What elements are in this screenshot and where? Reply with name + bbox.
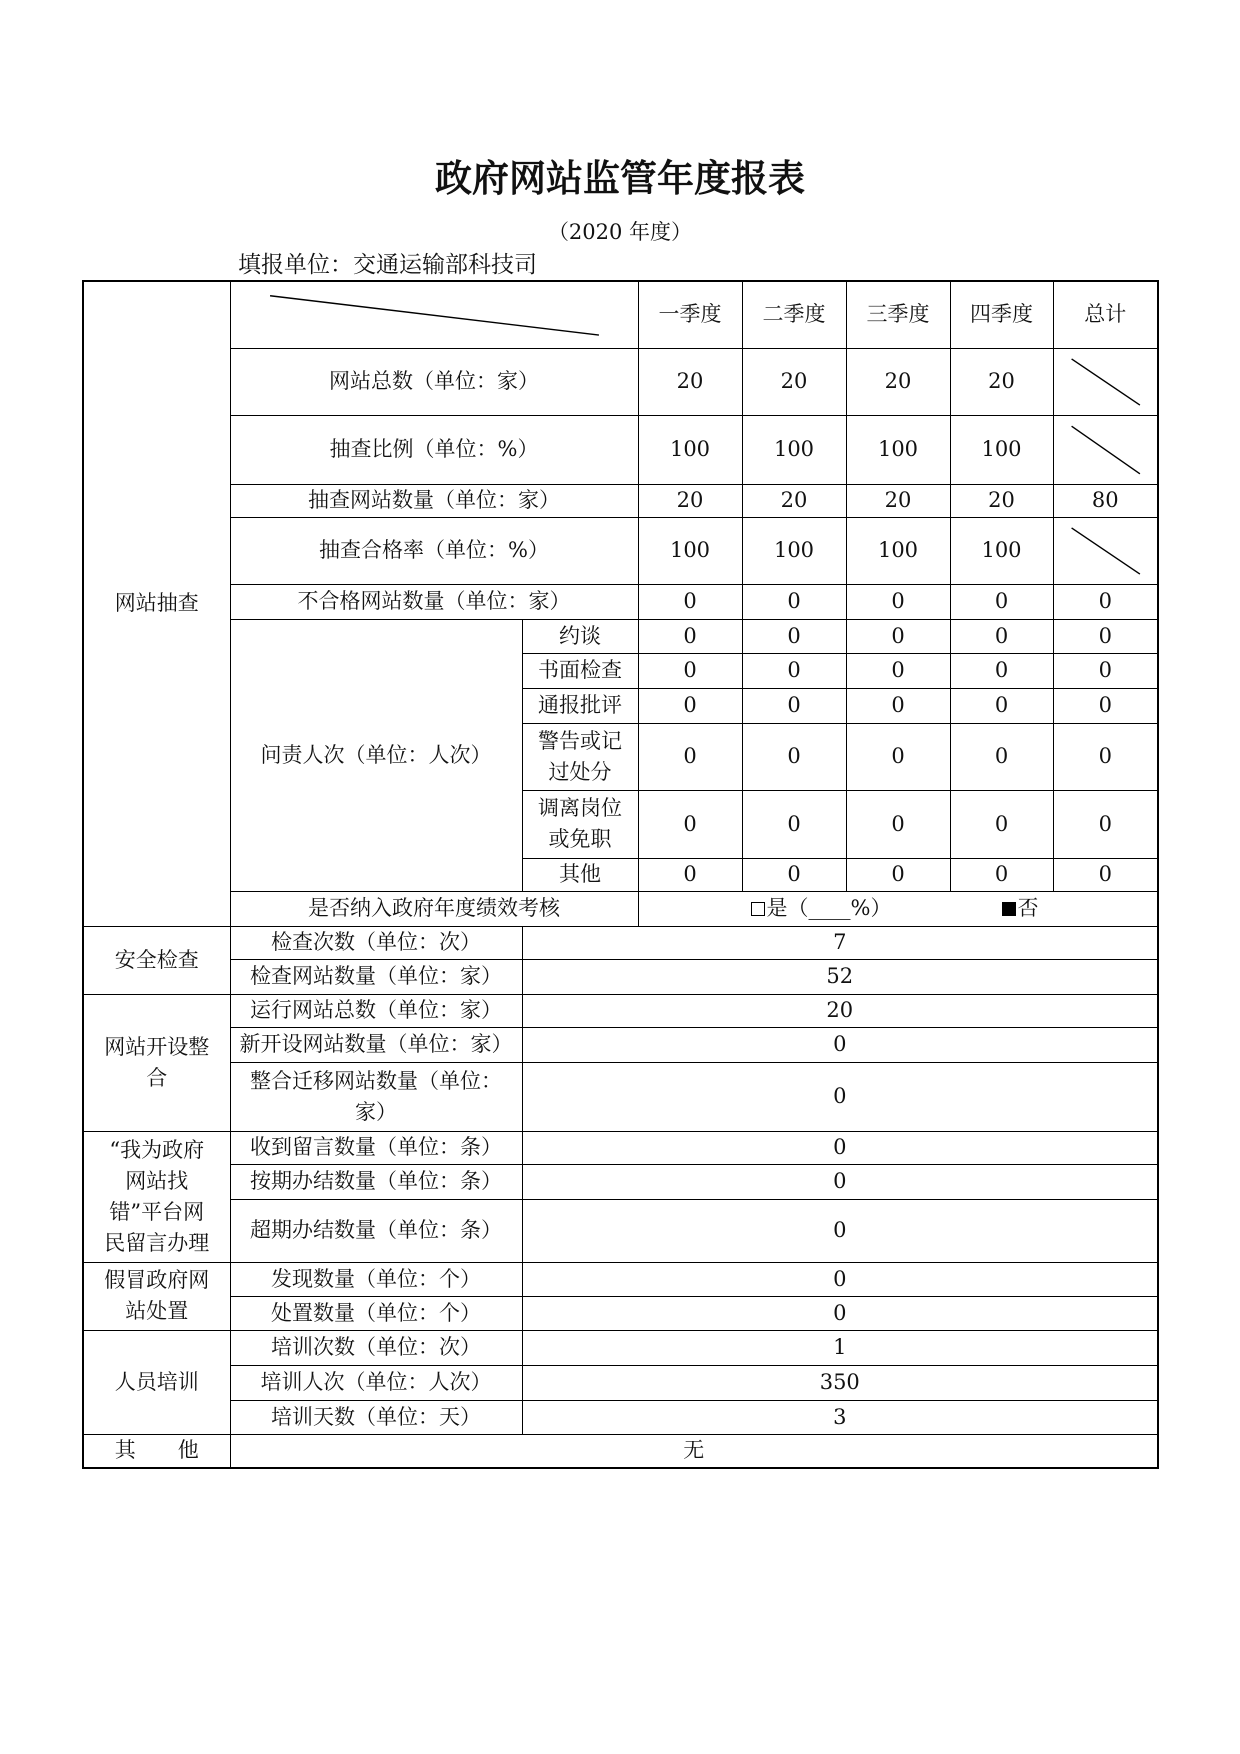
diagonal-slash-icon (1054, 349, 1158, 415)
section-label-security-check: 安全检查 (83, 926, 230, 994)
table-cell: 100 (638, 415, 742, 484)
sub-row-label: 其他 (522, 858, 638, 891)
table-cell: 20 (638, 484, 742, 517)
table-cell: 0 (742, 619, 846, 653)
sub-row-label: 通报批评 (522, 688, 638, 723)
table-cell: 0 (950, 653, 1053, 688)
row-label: 培训人次（单位：人次） (230, 1365, 522, 1400)
table-cell: 20 (846, 484, 950, 517)
empty-total-cell (1053, 415, 1158, 484)
table-cell: 0 (950, 688, 1053, 723)
sub-row-label: 调离岗位或免职 (538, 796, 622, 851)
table-cell: 100 (742, 517, 846, 584)
diagonal-slash-icon (231, 282, 638, 348)
row-label: 培训天数（单位：天） (230, 1400, 522, 1434)
table-cell: 0 (950, 858, 1053, 891)
row-label: 收到留言数量（单位：条） (230, 1131, 522, 1164)
table-cell: 350 (522, 1365, 1158, 1400)
diagonal-slash-icon (1054, 518, 1158, 584)
section-label-spot-check: 网站抽查 (83, 281, 230, 926)
option-yes (751, 893, 1002, 924)
sub-row-label: 约谈 (522, 619, 638, 653)
column-header-total: 总计 (1053, 281, 1158, 348)
table-cell: 80 (1053, 484, 1158, 517)
section-label-website-integration-cell (83, 994, 230, 1131)
option-no (1002, 896, 1039, 920)
table-cell: 0 (742, 790, 846, 858)
table-cell: 20 (522, 994, 1158, 1027)
table-cell: 0 (1053, 584, 1158, 619)
column-header-q3: 三季度 (846, 281, 950, 348)
sub-row-label-cell (522, 723, 638, 790)
table-cell: 0 (1053, 790, 1158, 858)
report-title: 政府网站监管年度报表 (435, 156, 805, 200)
table-cell: 0 (1053, 653, 1158, 688)
section-label-counterfeit: 假冒政府网站处置 (104, 1268, 210, 1323)
checkbox-unchecked-icon (751, 902, 765, 916)
row-label: 培训次数（单位：次） (230, 1330, 522, 1365)
section-label-other: 其 他 (83, 1434, 230, 1468)
row-label: 新开设网站数量（单位：家） (230, 1027, 522, 1062)
table-cell: 20 (950, 348, 1053, 415)
section-label-error-report: “我为政府网站找错”平台网民留言办理 (104, 1137, 210, 1255)
table-cell: 0 (742, 584, 846, 619)
table-cell: 100 (742, 415, 846, 484)
performance-assessment-options (638, 891, 1158, 926)
table-cell: 0 (638, 584, 742, 619)
table-cell: 0 (1053, 858, 1158, 891)
table-cell: 0 (846, 688, 950, 723)
row-label: 整合迁移网站数量（单位：家） (230, 1062, 522, 1131)
table-cell: 0 (522, 1199, 1158, 1262)
table-cell: 0 (846, 723, 950, 790)
table-cell: 52 (522, 959, 1158, 994)
row-label-checked-websites: 抽查网站数量（单位：家） (230, 484, 638, 517)
sub-row-label: 书面检查 (522, 653, 638, 688)
row-label-failed-websites: 不合格网站数量（单位：家） (230, 584, 638, 619)
diagonal-slash-icon (1054, 416, 1158, 484)
table-cell: 0 (950, 584, 1053, 619)
table-cell: 100 (950, 415, 1053, 484)
table-cell: 3 (522, 1400, 1158, 1434)
table-cell: 20 (742, 348, 846, 415)
section-label-training: 人员培训 (83, 1330, 230, 1434)
table-cell: 0 (522, 1164, 1158, 1199)
row-label-pass-rate: 抽查合格率（单位：%） (230, 517, 638, 584)
section-label-website-integration: 网站开设整合 (104, 1034, 210, 1090)
table-cell: 0 (522, 1131, 1158, 1164)
row-label: 检查网站数量（单位：家） (230, 959, 522, 994)
table-cell: 20 (742, 484, 846, 517)
table-cell: 0 (522, 1262, 1158, 1296)
table-cell: 0 (522, 1296, 1158, 1330)
sub-row-label-cell (522, 790, 638, 858)
table-cell: 无 (230, 1434, 1158, 1468)
table-cell: 0 (846, 619, 950, 653)
row-label: 运行网站总数（单位：家） (230, 994, 522, 1027)
row-label: 按期办结数量（单位：条） (230, 1164, 522, 1199)
row-label: 超期办结数量（单位：条） (230, 1199, 522, 1262)
table-cell: 100 (846, 415, 950, 484)
empty-total-cell (1053, 348, 1158, 415)
table-cell: 100 (846, 517, 950, 584)
table-cell: 0 (638, 858, 742, 891)
sub-row-label: 警告或记过处分 (538, 728, 622, 784)
table-cell: 0 (522, 1027, 1158, 1062)
row-label-total-websites: 网站总数（单位：家） (230, 348, 638, 415)
table-cell: 0 (742, 723, 846, 790)
report-table (82, 280, 1159, 1469)
column-header-q4: 四季度 (950, 281, 1053, 348)
table-cell: 0 (950, 619, 1053, 653)
table-cell: 0 (638, 653, 742, 688)
table-cell: 0 (846, 653, 950, 688)
table-cell: 0 (638, 619, 742, 653)
row-label-performance-assessment: 是否纳入政府年度绩效考核 (230, 891, 638, 926)
header-corner-cell (230, 281, 638, 348)
section-label-counterfeit-cell (83, 1262, 230, 1330)
table-cell: 7 (522, 926, 1158, 959)
table-cell: 0 (950, 790, 1053, 858)
table-cell: 0 (846, 858, 950, 891)
option-yes-label: 是（____%） (766, 896, 892, 920)
table-cell: 0 (742, 653, 846, 688)
row-label-check-ratio: 抽查比例（单位：%） (230, 415, 638, 484)
table-cell: 0 (846, 790, 950, 858)
report-year: （2020 年度） (547, 220, 693, 244)
table-cell: 0 (846, 584, 950, 619)
row-label: 检查次数（单位：次） (230, 926, 522, 959)
row-label: 发现数量（单位：个） (230, 1262, 522, 1296)
table-cell: 0 (742, 688, 846, 723)
table-cell: 20 (846, 348, 950, 415)
option-no-label: 否 (1017, 896, 1039, 920)
checkbox-checked-icon (1002, 902, 1016, 916)
table-cell: 1 (522, 1330, 1158, 1365)
column-header-q1: 一季度 (638, 281, 742, 348)
table-cell: 0 (638, 790, 742, 858)
table-cell: 0 (1053, 688, 1158, 723)
table-cell: 100 (950, 517, 1053, 584)
table-cell: 100 (638, 517, 742, 584)
table-cell: 0 (742, 858, 846, 891)
empty-total-cell (1053, 517, 1158, 584)
section-label-error-report-cell (83, 1131, 230, 1262)
table-cell: 0 (638, 688, 742, 723)
row-label: 处置数量（单位：个） (230, 1296, 522, 1330)
row-label-accountability: 问责人次（单位：人次） (230, 619, 522, 891)
column-header-q2: 二季度 (742, 281, 846, 348)
table-cell: 0 (522, 1062, 1158, 1131)
reporting-unit: 填报单位：交通运输部科技司 (238, 252, 537, 278)
table-cell: 0 (1053, 619, 1158, 653)
table-cell: 0 (950, 723, 1053, 790)
table-cell: 0 (1053, 723, 1158, 790)
table-cell: 0 (638, 723, 742, 790)
table-cell: 20 (638, 348, 742, 415)
table-cell: 20 (950, 484, 1053, 517)
